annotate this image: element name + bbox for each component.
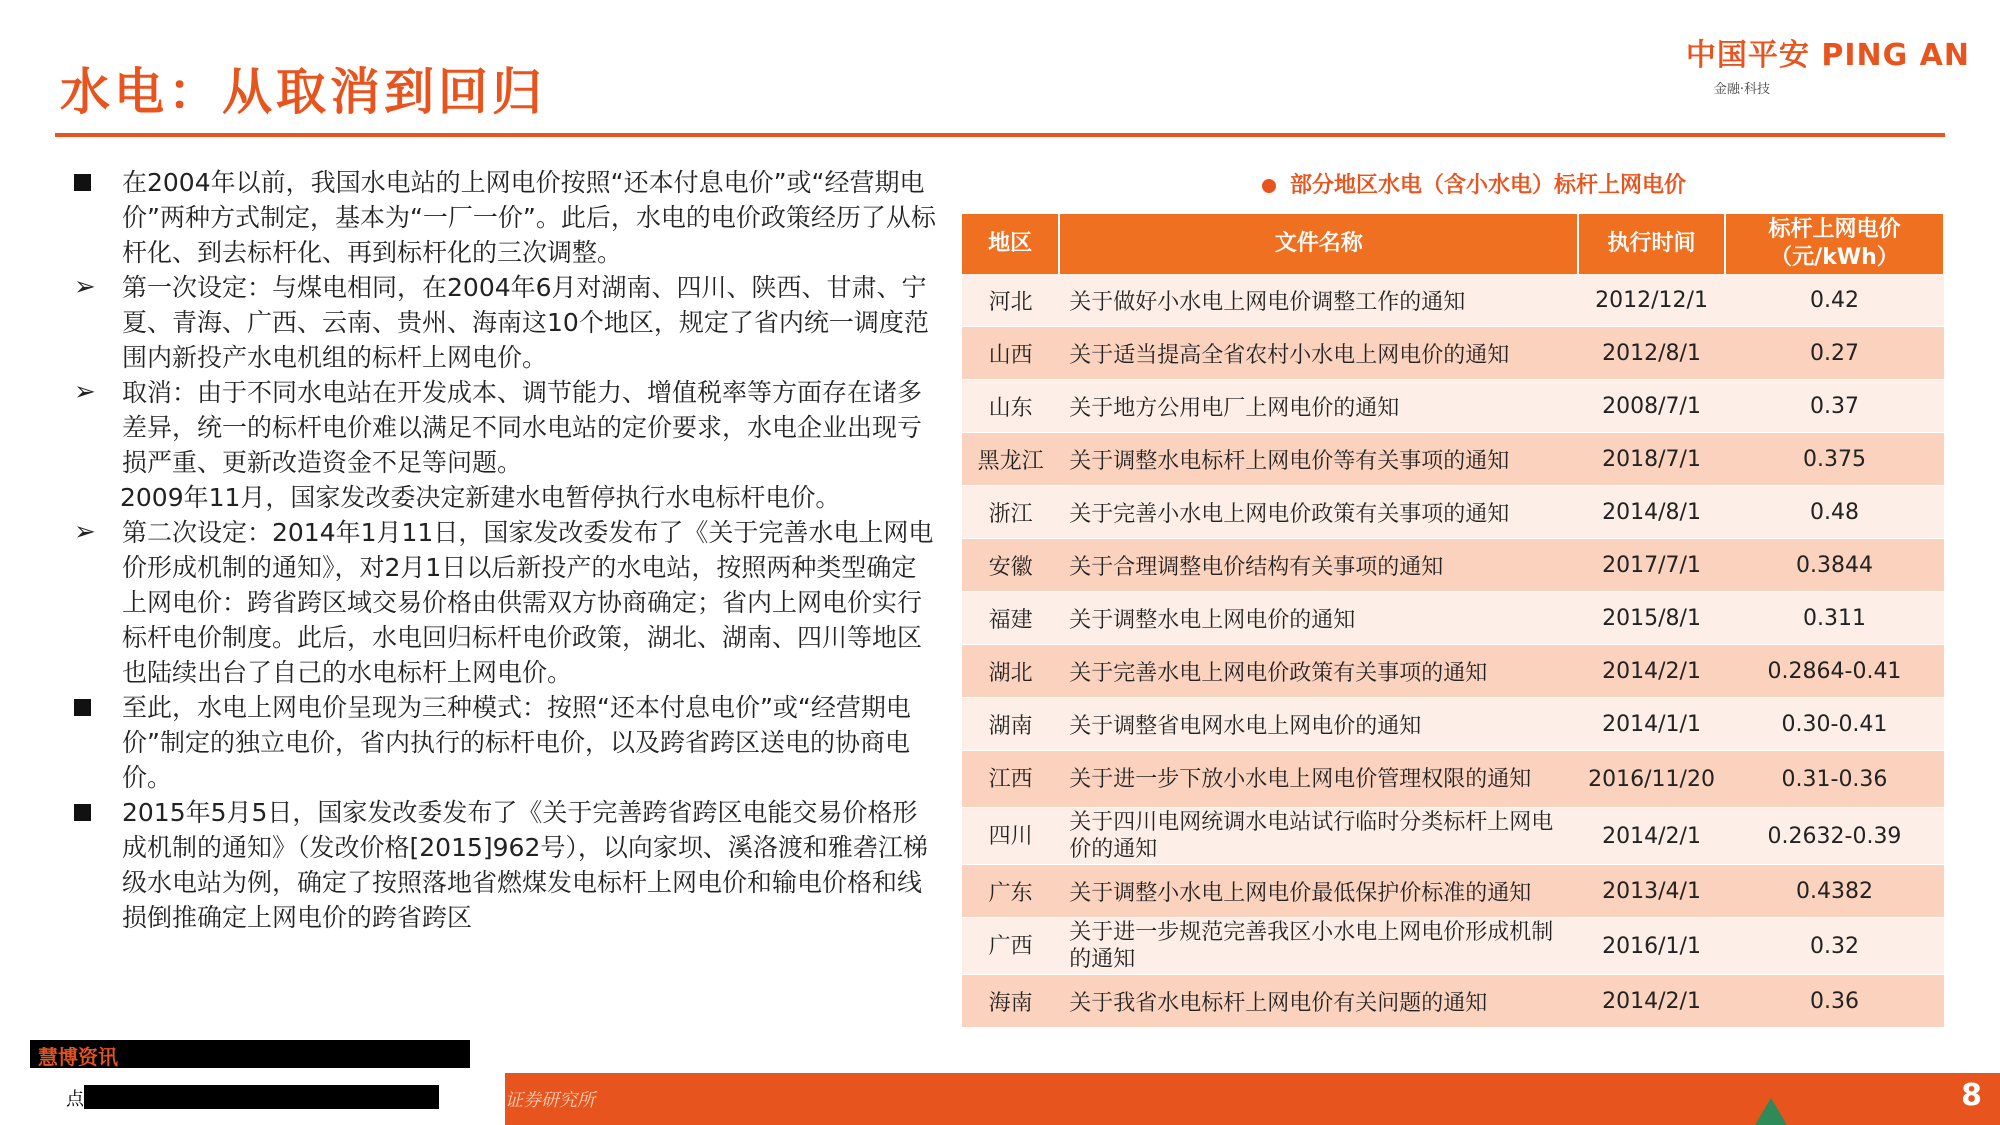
table-row	[962, 918, 1944, 975]
watermark-text: 慧博资讯	[38, 1045, 118, 1069]
cell-date: 2012/12/1	[1578, 274, 1725, 327]
tree-icon	[1755, 1098, 1787, 1125]
cell-document: 关于进一步下放小水电上网电价管理权限的通知	[1059, 751, 1578, 808]
cell-date: 2018/7/1	[1578, 433, 1725, 486]
cell-document: 关于调整省电网水电上网电价的通知	[1059, 698, 1578, 751]
title-divider	[55, 133, 1945, 137]
arrow-bullet-icon: ➢	[74, 517, 96, 547]
table-row	[962, 274, 1944, 327]
cell-region: 四川	[962, 808, 1059, 865]
arrow-bullet-icon: ➢	[74, 272, 96, 302]
header-region: 地区	[962, 214, 1059, 274]
body-text	[70, 165, 940, 935]
watermark-bar-2	[84, 1085, 439, 1109]
cell-date: 2014/2/1	[1578, 645, 1725, 698]
cell-price: 0.42	[1725, 274, 1944, 327]
cell-date: 2016/11/20	[1578, 751, 1725, 808]
table-row	[962, 327, 1944, 380]
cell-date: 2014/8/1	[1578, 486, 1725, 539]
cell-document: 关于完善水电上网电价政策有关事项的通知	[1059, 645, 1578, 698]
arrow-bullet-icon: ➢	[74, 377, 96, 407]
table-caption	[1262, 168, 1686, 199]
cell-price: 0.3844	[1725, 539, 1944, 592]
cell-document: 关于完善小水电上网电价政策有关事项的通知	[1059, 486, 1578, 539]
cell-document: 关于调整水电标杆上网电价等有关事项的通知	[1059, 433, 1578, 486]
cell-price: 0.36	[1725, 975, 1944, 1028]
table-row	[962, 539, 1944, 592]
cell-document: 关于我省水电标杆上网电价有关问题的通知	[1059, 975, 1578, 1028]
bullet-dot-icon	[1262, 179, 1276, 193]
paragraph-text: 取消：由于不同水电站在开发成本、调节能力、增值税率等方面存在诸多差异，统一的标杆电价难以满足不同水电站的定价要求，水电企业出现亏损严重、更新改造资金不足等问题。	[122, 378, 923, 477]
cell-date: 2012/8/1	[1578, 327, 1725, 380]
cell-region: 湖南	[962, 698, 1059, 751]
square-bullet-icon	[74, 165, 110, 200]
cell-region: 福建	[962, 592, 1059, 645]
cell-price: 0.37	[1725, 380, 1944, 433]
bullet-paragraph	[70, 270, 940, 375]
table-row	[962, 433, 1944, 486]
cell-price: 0.375	[1725, 433, 1944, 486]
cell-price: 0.2864-0.41	[1725, 645, 1944, 698]
watermark-link-text: 点	[66, 1089, 84, 1110]
paragraph-text: 在2004年以前，我国水电站的上网电价按照“还本付息电价”或“经营期电价”两种方式制定，基本为“一厂一价”。此后，水电的电价政策经历了从标杆化、到去标杆化、再到标杆化的三次调整。	[122, 168, 936, 267]
cell-region: 广西	[962, 918, 1059, 975]
cell-region: 山东	[962, 380, 1059, 433]
price-table	[962, 214, 1945, 1028]
cell-document: 关于调整水电上网电价的通知	[1059, 592, 1578, 645]
cell-document: 关于地方公用电厂上网电价的通知	[1059, 380, 1578, 433]
cell-date: 2008/7/1	[1578, 380, 1725, 433]
table-row	[962, 698, 1944, 751]
cell-region: 湖北	[962, 645, 1059, 698]
bullet-paragraph	[70, 515, 940, 690]
square-bullet-icon	[74, 690, 110, 725]
table-row	[962, 645, 1944, 698]
cell-document: 关于调整小水电上网电价最低保护价标准的通知	[1059, 865, 1578, 918]
cell-document: 关于合理调整电价结构有关事项的通知	[1059, 539, 1578, 592]
cell-region: 河北	[962, 274, 1059, 327]
table-caption-text: 部分地区水电（含小水电）标杆上网电价	[1290, 173, 1687, 198]
table-row	[962, 808, 1944, 865]
logo-text: 中国平安 PING AN	[1685, 38, 1970, 73]
cell-region: 浙江	[962, 486, 1059, 539]
bullet-paragraph	[70, 795, 940, 935]
paragraph-text: 2009年11月，国家发改委决定新建水电暂停执行水电标杆电价。	[120, 483, 841, 512]
bullet-paragraph	[70, 690, 940, 795]
bullet-paragraph	[70, 375, 940, 480]
cell-price: 0.2632-0.39	[1725, 808, 1944, 865]
cell-date: 2014/2/1	[1578, 975, 1725, 1028]
paragraph-text: 至此，水电上网电价呈现为三种模式：按照“还本付息电价”或“经营期电价”制定的独立电价，省内执行的标杆电价，以及跨省跨区送电的协商电价。	[122, 693, 911, 792]
cell-document: 关于适当提高全省农村小水电上网电价的通知	[1059, 327, 1578, 380]
cell-date: 2017/7/1	[1578, 539, 1725, 592]
cell-date: 2015/8/1	[1578, 592, 1725, 645]
cell-document: 关于四川电网统调水电站试行临时分类标杆上网电价的通知	[1059, 808, 1578, 865]
header-document: 文件名称	[1059, 214, 1578, 274]
cell-price: 0.48	[1725, 486, 1944, 539]
table-header-row	[962, 214, 1944, 274]
table-row	[962, 751, 1944, 808]
cell-price: 0.30-0.41	[1725, 698, 1944, 751]
cell-region: 山西	[962, 327, 1059, 380]
paragraph-text: 2015年5月5日，国家发改委发布了《关于完善跨省跨区电能交易价格形成机制的通知》（发改价格[2015]962号），以向家坝、溪洛渡和雅砻江梯级水电站为例，确定了按照落地省燃煤发电标杆上网电价和输电价格和线损倒推确定上网电价的跨省跨区	[122, 798, 928, 932]
brand-logo	[1686, 30, 1970, 97]
header-date: 执行时间	[1578, 214, 1725, 274]
header-price: 标杆上网电价（元/kWh）	[1725, 214, 1944, 274]
page-number: 8	[1961, 1078, 1982, 1113]
table-row	[962, 592, 1944, 645]
cell-region: 黑龙江	[962, 433, 1059, 486]
square-bullet-icon	[74, 795, 110, 830]
paragraph-text: 第二次设定：2014年1月11日，国家发改委发布了《关于完善水电上网电价形成机制的通知》，对2月1日以后新投产的水电站，按照两种类型确定上网电价：跨省跨区域交易价格由供需双方协商确定；省内上网电价实行标杆电价制度。此后，水电回归标杆电价政策，湖北、湖南、四川等地区也陆续出台了自己的水电标杆上网电价。	[122, 518, 934, 687]
paragraph-text: 第一次设定：与煤电相同，在2004年6月对湖南、四川、陕西、甘肃、宁夏、青海、广西、云南、贵州、海南这10个地区，规定了省内统一调度范围内新投产水电机组的标杆上网电价。	[122, 273, 929, 372]
table-row	[962, 975, 1944, 1028]
cell-region: 广东	[962, 865, 1059, 918]
table-row	[962, 865, 1944, 918]
cell-date: 2014/2/1	[1578, 808, 1725, 865]
cell-date: 2016/1/1	[1578, 918, 1725, 975]
paragraph-continuation	[70, 480, 940, 515]
cell-region: 安徽	[962, 539, 1059, 592]
page-title: 水电：从取消到回归	[60, 62, 546, 121]
table-row	[962, 486, 1944, 539]
cell-price: 0.4382	[1725, 865, 1944, 918]
cell-document: 关于进一步规范完善我区小水电上网电价形成机制的通知	[1059, 918, 1578, 975]
cell-price: 0.311	[1725, 592, 1944, 645]
cell-price: 0.27	[1725, 327, 1944, 380]
cell-document: 关于做好小水电上网电价调整工作的通知	[1059, 274, 1578, 327]
cell-date: 2014/1/1	[1578, 698, 1725, 751]
cell-region: 江西	[962, 751, 1059, 808]
cell-price: 0.31-0.36	[1725, 751, 1944, 808]
table-row	[962, 380, 1944, 433]
cell-price: 0.32	[1725, 918, 1944, 975]
footer-source: 证券研究所	[505, 1090, 595, 1111]
logo-tagline: 金融·科技	[1713, 82, 1770, 97]
cell-region: 海南	[962, 975, 1059, 1028]
bullet-paragraph	[70, 165, 940, 270]
cell-date: 2013/4/1	[1578, 865, 1725, 918]
